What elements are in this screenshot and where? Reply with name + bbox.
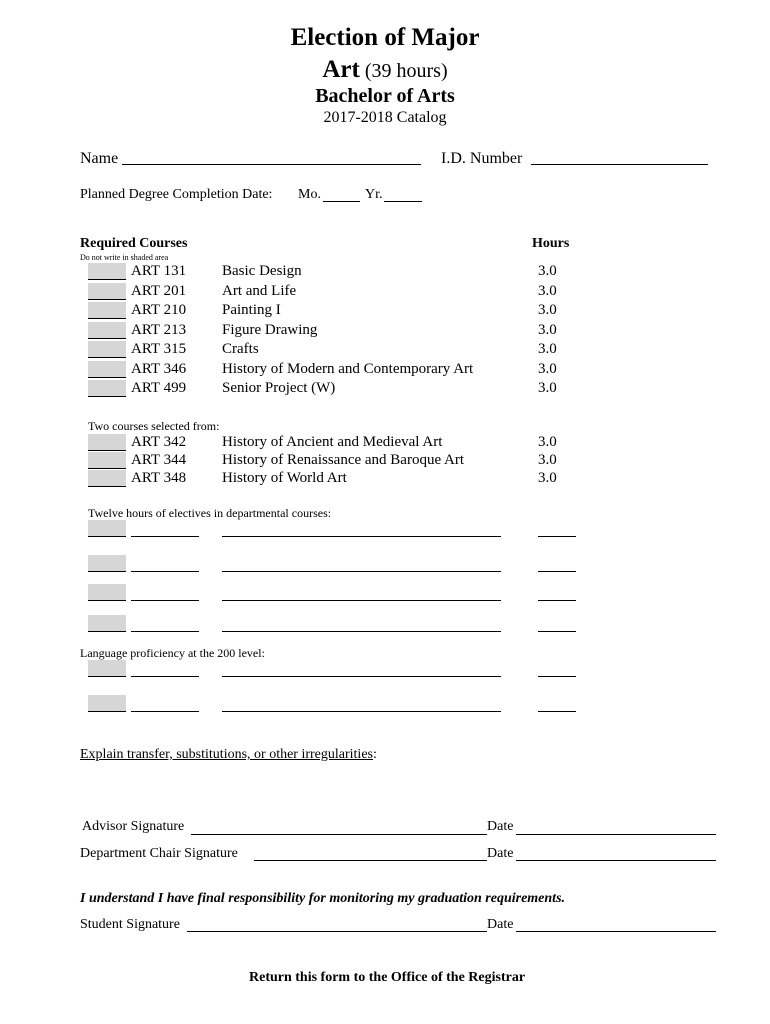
shaded-box (88, 520, 126, 537)
shaded-box (88, 380, 126, 397)
course-title: Painting I (222, 302, 281, 318)
course-title: History of Modern and Contemporary Art (222, 361, 474, 377)
course-hours: 3.0 (538, 470, 557, 486)
elective-course-field[interactable] (131, 600, 199, 601)
shaded-box (88, 341, 126, 358)
major-line (0, 56, 770, 84)
course-code: ART 201 (131, 283, 187, 299)
shaded-box (88, 302, 126, 319)
course-hours: 3.0 (538, 380, 557, 396)
course-code: ART 499 (131, 380, 187, 396)
course-code: ART 315 (131, 341, 187, 357)
course-title: Basic Design (222, 263, 302, 279)
chair-date-label: Date (487, 846, 514, 861)
elective-course-field[interactable] (131, 631, 199, 632)
language-heading: Language proficiency at the 200 level: (80, 646, 265, 660)
course-code: ART 342 (131, 434, 187, 450)
shaded-box (88, 263, 126, 280)
return-note: Return this form to the Office of the Registrar (249, 970, 526, 985)
course-hours: 3.0 (538, 434, 557, 450)
chair-signature-label: Department Chair Signature (80, 846, 238, 861)
course-title: History of World Art (222, 470, 347, 486)
student-signature-label: Student Signature (80, 917, 180, 932)
course-hours: 3.0 (538, 341, 557, 357)
catalog-year: 2017-2018 Catalog (323, 109, 447, 126)
course-code: ART 348 (131, 470, 187, 486)
shaded-area-note: Do not write in shaded area (80, 253, 169, 262)
course-title: Figure Drawing (222, 322, 318, 338)
language-hours-field[interactable] (538, 676, 576, 677)
electives-heading: Twelve hours of electives in departmental courses: (88, 506, 332, 520)
student-signature-field[interactable] (187, 931, 487, 932)
language-course-field[interactable] (131, 711, 199, 712)
responsibility-statement: I understand I have final responsibility for monitoring my graduation requirements. (80, 891, 566, 906)
course-hours: 3.0 (538, 452, 557, 468)
course-hours: 3.0 (538, 263, 557, 279)
month-label: Mo. (298, 187, 321, 202)
shaded-box (88, 615, 126, 632)
irregularities-text: Explain transfer, substitutions, or other irregularities (80, 747, 373, 762)
major-name: Art (322, 56, 360, 83)
course-code: ART 131 (131, 263, 187, 279)
language-title-field[interactable] (222, 711, 501, 712)
course-code: ART 344 (131, 452, 187, 468)
shaded-box (88, 283, 126, 300)
student-date-label: Date (487, 917, 514, 932)
elective-title-field[interactable] (222, 600, 501, 601)
elective-hours-field[interactable] (538, 631, 576, 632)
selected-courses-heading: Two courses selected from: (88, 419, 220, 433)
major-hours: (39 hours) (364, 60, 448, 82)
shaded-box (88, 452, 126, 469)
name-label: Name (80, 150, 119, 167)
course-title: History of Ancient and Medieval Art (222, 434, 443, 450)
course-title: Senior Project (W) (222, 380, 336, 396)
advisor-signature-label: Advisor Signature (82, 819, 185, 834)
course-hours: 3.0 (538, 302, 557, 318)
elective-course-field[interactable] (131, 536, 199, 537)
completion-date-label: Planned Degree Completion Date: (80, 187, 273, 202)
shaded-box (88, 660, 126, 677)
student-date-field[interactable] (516, 931, 716, 932)
advisor-date-label: Date (487, 819, 514, 834)
required-courses-heading: Required Courses (80, 236, 188, 251)
degree-title: Bachelor of Arts (315, 85, 455, 107)
elective-title-field[interactable] (222, 536, 501, 537)
course-title: History of Renaissance and Baroque Art (222, 452, 465, 468)
shaded-box (88, 695, 126, 712)
shaded-box (88, 584, 126, 601)
irregularities-colon: : (372, 747, 377, 762)
name-field[interactable] (122, 164, 421, 165)
course-hours: 3.0 (538, 322, 557, 338)
chair-date-field[interactable] (516, 860, 716, 861)
course-title: Art and Life (222, 283, 297, 299)
chair-signature-field[interactable] (254, 860, 487, 861)
advisor-signature-field[interactable] (191, 834, 487, 835)
elective-title-field[interactable] (222, 571, 501, 572)
year-label: Yr. (365, 187, 383, 202)
elective-course-field[interactable] (131, 571, 199, 572)
course-title: Crafts (222, 341, 259, 357)
irregularities-label (80, 747, 377, 763)
language-hours-field[interactable] (538, 711, 576, 712)
elective-hours-field[interactable] (538, 536, 576, 537)
course-code: ART 213 (131, 322, 187, 338)
shaded-box (88, 361, 126, 378)
language-course-field[interactable] (131, 676, 199, 677)
year-field[interactable] (384, 201, 422, 202)
shaded-box (88, 470, 126, 487)
elective-title-field[interactable] (222, 631, 501, 632)
id-number-label: I.D. Number (441, 150, 523, 167)
month-field[interactable] (323, 201, 360, 202)
course-code: ART 346 (131, 361, 187, 377)
elective-hours-field[interactable] (538, 600, 576, 601)
language-title-field[interactable] (222, 676, 501, 677)
course-code: ART 210 (131, 302, 187, 318)
shaded-box (88, 322, 126, 339)
hours-heading: Hours (532, 236, 570, 251)
advisor-date-field[interactable] (516, 834, 716, 835)
elective-hours-field[interactable] (538, 571, 576, 572)
course-hours: 3.0 (538, 361, 557, 377)
shaded-box (88, 555, 126, 572)
id-number-field[interactable] (531, 164, 708, 165)
course-hours: 3.0 (538, 283, 557, 299)
page-title: Election of Major (290, 24, 480, 51)
shaded-box (88, 434, 126, 451)
